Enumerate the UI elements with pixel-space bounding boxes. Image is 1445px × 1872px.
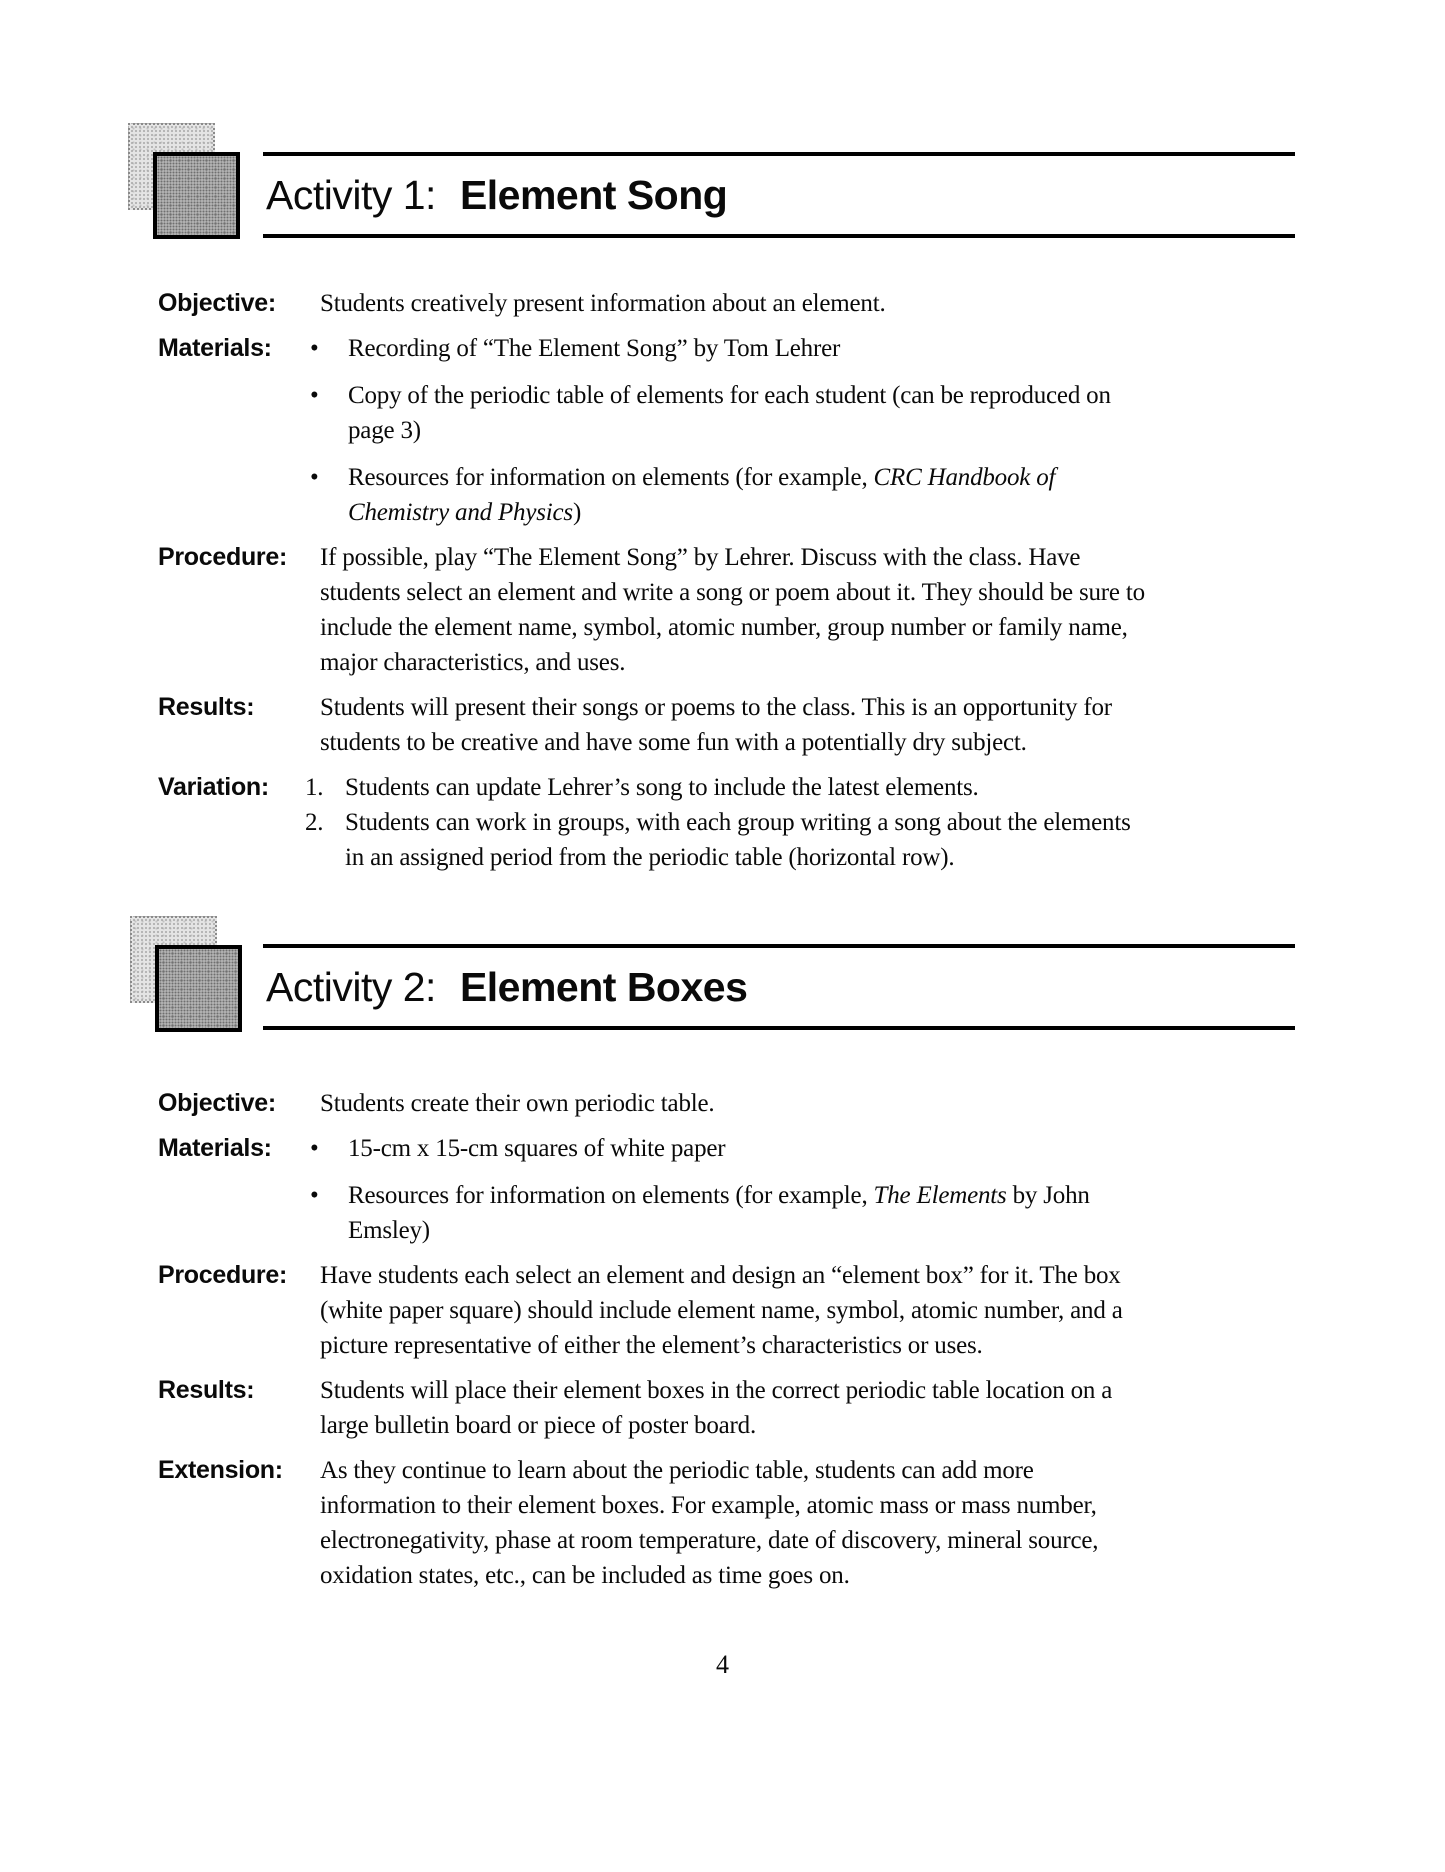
list-item-text — [348, 460, 1155, 530]
book-title-italic: CRC Handbook of Chemistry and Physics — [348, 464, 1056, 526]
extension-text: As they continue to learn about the periodic table, students can add more information to their element boxes. For example, atomic mass or mass number, electronegativity, phase at room temperature, date of discovery, mineral source, oxidation states, etc., can be included as time goes on. — [320, 1457, 1099, 1589]
results-text: Students will place their element boxes in the correct periodic table location on a large bulletin board or piece of poster board. — [320, 1377, 1113, 1439]
numbered-item — [305, 770, 1155, 805]
paper-front-square — [155, 945, 242, 1032]
bullet-icon: • — [310, 1182, 319, 1209]
objective-text: Students creatively present information about an element. — [320, 290, 886, 317]
bullet-icon: • — [310, 382, 319, 409]
list-item — [310, 1178, 1155, 1248]
objective-row — [158, 1086, 1168, 1121]
materials-label: Materials: — [158, 334, 272, 362]
procedure-text: If possible, play “The Element Song” by Lehrer. Discuss with the class. Have students select an element and write a song or poem about it. They should be sure to include the element name, symbol, atomic number, group number or family name, major characteristics, and uses. — [320, 544, 1145, 676]
activity-1-body — [158, 286, 1168, 885]
procedure-label: Procedure: — [158, 543, 287, 571]
objective-text: Students create their own periodic table. — [320, 1090, 715, 1117]
materials-row — [158, 331, 1168, 530]
results-label: Results: — [158, 1376, 255, 1404]
list-item — [310, 331, 1155, 366]
extension-row — [158, 1453, 1168, 1593]
item-number: 2. — [305, 809, 324, 836]
activity-1-title: Element Song — [459, 171, 728, 218]
book-title-italic: The Elements — [873, 1182, 1007, 1209]
materials-list — [310, 331, 1155, 530]
materials-label: Materials: — [158, 1134, 272, 1162]
list-item-text-post: ) — [572, 499, 582, 526]
activity-1-paper-squares-icon — [128, 123, 243, 240]
list-item-text: Recording of “The Element Song” by Tom Lehrer — [348, 335, 841, 362]
variation-row — [158, 770, 1168, 875]
objective-label: Objective: — [158, 289, 276, 317]
results-row — [158, 690, 1168, 760]
results-text: Students will present their songs or poems to the class. This is an opportunity for students to be creative and have some fun with a potentially dry subject. — [320, 694, 1112, 756]
list-item-text-pre: Resources for information on elements (for example, — [348, 1182, 874, 1209]
activity-1-header — [263, 152, 1295, 238]
activity-2-header — [263, 944, 1295, 1030]
extension-label: Extension: — [158, 1456, 283, 1484]
list-item — [310, 378, 1155, 448]
paper-front-square — [153, 152, 240, 239]
activity-2-paper-squares-icon — [130, 916, 245, 1033]
variation-list — [305, 770, 1155, 875]
variation-label: Variation: — [158, 773, 269, 801]
objective-label: Objective: — [158, 1089, 276, 1117]
list-item-text-post: by John Emsley) — [348, 1182, 1090, 1244]
procedure-row — [158, 540, 1168, 680]
list-item — [310, 460, 1155, 530]
list-item-text: 15-cm x 15-cm squares of white paper — [348, 1135, 726, 1162]
list-item-text — [348, 1178, 1155, 1248]
numbered-item-text: Students can update Lehrer’s song to include the latest elements. — [345, 774, 979, 801]
materials-row — [158, 1131, 1168, 1248]
list-item — [310, 1131, 1155, 1166]
activity-1-label: Activity 1: — [266, 171, 436, 218]
list-item-text-pre: Resources for information on elements (for example, — [348, 464, 874, 491]
activity-2-title: Element Boxes — [459, 963, 748, 1010]
page-number: 4 — [716, 1650, 729, 1679]
activity-2-body — [158, 1086, 1168, 1603]
list-item-text: Copy of the periodic table of elements for each student (can be reproduced on page 3) — [348, 382, 1111, 444]
procedure-row — [158, 1258, 1168, 1363]
item-number: 1. — [305, 774, 324, 801]
materials-list — [310, 1131, 1155, 1248]
bullet-icon: • — [310, 1135, 319, 1162]
activity-2-label: Activity 2: — [266, 963, 436, 1010]
objective-row — [158, 286, 1168, 321]
bullet-icon: • — [310, 464, 319, 491]
numbered-item — [305, 805, 1155, 875]
procedure-label: Procedure: — [158, 1261, 287, 1289]
results-label: Results: — [158, 693, 255, 721]
results-row — [158, 1373, 1168, 1443]
numbered-item-text: Students can work in groups, with each group writing a song about the elements in an assigned period from the periodic table (horizontal row). — [345, 809, 1131, 871]
procedure-text: Have students each select an element and design an “element box” for it. The box (white paper square) should include element name, symbol, atomic number, and a picture representative of either the element’s characteristics or uses. — [320, 1262, 1123, 1359]
bullet-icon: • — [310, 335, 319, 362]
